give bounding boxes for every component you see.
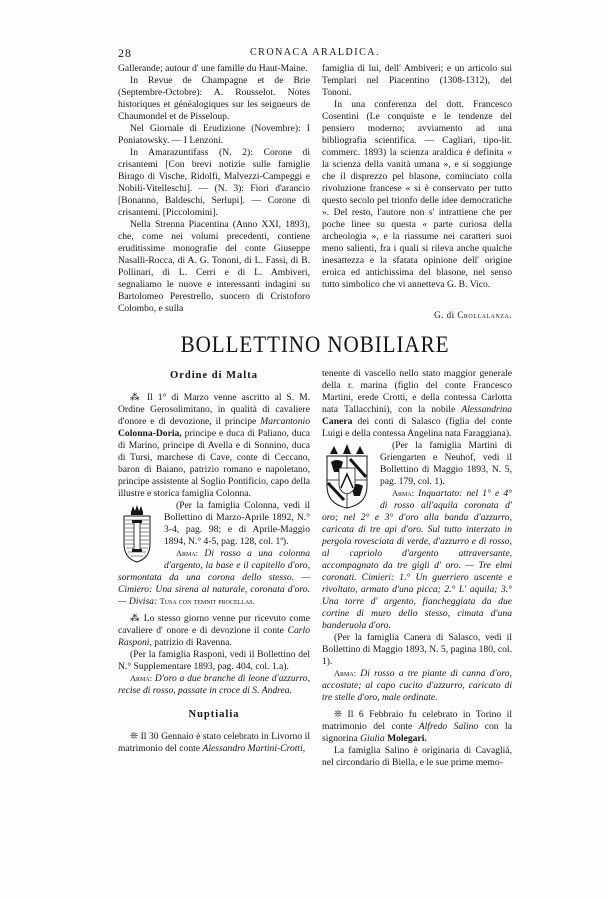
text-run: ❊ Il 6 Febbraio fu celebrato in Torino il matrimonio del conte: [322, 709, 512, 732]
paragraph: La famiglia Salino è originaria di Cavagliá, nel circondario di Biella, e le sue prime memo-: [322, 745, 512, 768]
paragraph: [322, 368, 512, 440]
person-name: Alessandrina: [461, 404, 512, 415]
arms-label: Arma:: [130, 674, 153, 683]
text-run: patrizio di Ravenna.: [154, 637, 232, 648]
arms-label: Arma:: [334, 669, 357, 678]
left-column-bottom: [118, 368, 310, 755]
person-name: Alessandro Martini-Crotti,: [202, 743, 306, 754]
paragraph: [118, 673, 310, 697]
paragraph: In una conferenza del dott. Francesco Cosentini (Le conquiste e le tendenze del pensiero moderno; avviamento ad una bibliografia scientifica. — Cagliari, tipo-lit. commerc. 1893) la scienza araldica è definita « la scienza della vanità umana », e si soggiunge che il disprezzo pel blasone, cominciato colla rivoluzione francese « si è conservato per tutto questo secolo pel trionfo delle idee democratiche ». Del resto, l'autore non s' intrattiene che per poche linee su questa « parte curiosa della archeologia », e la riassume nei caratteri suoi meno salienti, fra i quali si rileva anche qualche inesattezza e la sfatata opinione dell' origine eroica ed antichissima del blasone, nel senso tutto simbolico che vi annetteva G. B. Vico.: [322, 99, 512, 290]
subsection-heading: Nuptialia: [188, 709, 240, 720]
text-run: ❊ Il 30 Gennaio è stato celebrato in Livorno il matrimonio del conte: [118, 731, 310, 754]
motto: Tusa con temnit procellas.: [159, 597, 255, 606]
person-name: Marcantonio: [260, 416, 310, 427]
person-name: Colonna-Doria,: [118, 428, 182, 439]
paragraph: (Per la famiglia Rasponi, vedi il Bollettino del N.° Supplementare 1893, pag. 404, col. 1.a).: [118, 649, 310, 672]
person-name: Canera: [322, 416, 353, 427]
paragraph: [118, 613, 310, 649]
running-header: [118, 46, 512, 62]
arms-text: Inquartato: nel 1° e 4° di rosso all'aquila coronata d' oro; nel 2° e 3° d'oro alla banda d'azzurro, caricata di tre api d'oro. Sul tutto interzato in pergola rovesciata di verde, d'azzurro e di rosso, al capriolo d'argento attraversante, accompagnato da tre gigli d' oro. — Tre elmi coronati. Cimieri: 1.° Un guerriero uscente e rivoltato, armato d'una picca; 2.° L' aquila; 3.° Una torre d' argento, fiancheggiata da due cortine di muro dello stesso, cimata d'una banderuola d'oro.: [322, 488, 512, 631]
section-title: BOLLETTINO NOBILIARE: [180, 332, 450, 358]
paragraph: In Revue de Champagne et de Brie (Septembre-Octobre): A. Rousselot. Notes historiques et généalogiques sur les seigneurs de Chaumondel et de Pisseloup.: [118, 75, 310, 122]
paragraph: Nel Giornale di Erudizione (Novembre): I Poniatowsky. — I Lenzoni.: [118, 123, 310, 146]
text-run: principe e duca di Paliano, duca di Marino, principe di Avella e di Sonnino, duca di Tursi, marchese di Cave, conte di Ceccano, baron di Baiano, patrizio romano e napoletano, principe assistente al Soglio Pontificio, capo della illustre e storica famiglia Colonna.: [118, 428, 310, 499]
signature-surname: Crollalanza.: [457, 310, 512, 320]
text-run: ⁂ Lo stesso giorno venne pur ricevuto come cavaliere d' onore e di devozione il conte: [118, 613, 310, 636]
text-run: con la signorina: [322, 721, 512, 744]
martini-coat-of-arms-icon: [322, 442, 372, 510]
paragraph: [118, 392, 310, 500]
paragraph: (Per la famiglia Canera di Salasco, vedi il Bollettino di Maggio 1893, N. 5, pagina 180, col. 1).: [322, 632, 512, 667]
subsection-heading: Ordine di Malta: [170, 370, 258, 381]
person-name: Molegari.: [387, 733, 427, 744]
left-column-top: [118, 63, 310, 315]
paragraph: [118, 731, 310, 755]
right-column-bottom: [322, 368, 512, 769]
paragraph: [322, 668, 512, 704]
running-title: CRONACA ARALDICA.: [250, 47, 380, 58]
person-name: Giulia: [360, 733, 385, 744]
author-signature: [322, 309, 512, 321]
text-run: tenente di vascello nello stato maggior generale della r. marina (figlio del conte Francesco Martini, erede Crotti, e della contessa Carlotta nata Tallacchini), con la nobile: [322, 368, 512, 415]
paragraph: [322, 709, 512, 745]
signature-initial: G. di: [434, 310, 455, 320]
arms-text: Di rosso a tre piante di canna d'oro, accostate; al capo cucito d'azzurro, caricato di tre stelle d'oro, male ordinate.: [322, 668, 512, 703]
person-name: Carlo Rasponi,: [118, 625, 310, 648]
arms-label: Arma:: [392, 489, 415, 498]
paragraph: (Per la famiglia Martini di Griengarten e Neuhof, vedi il Bollettino di Maggio 1893, N. 5, pag. 179, col. 1).: [380, 440, 512, 487]
person-name: Alfredo Salino: [418, 721, 479, 732]
text-run: dei conti di Salasco (figlia del conte Luigi e della contessa Angelina nata Faraggiana).: [322, 416, 513, 439]
paragraph: famiglia di lui, dell' Ambiveri; e un articolo sui Templari nel Piacentino (1308-1312), del Tononi.: [322, 63, 512, 98]
page-number: 28: [118, 46, 132, 60]
paragraph: (Per la famiglia Colonna, vedi il Bollettino di Marzo-Aprile 1892, N.° 3-4, pag. 98; e di Aprile-Maggio 1894, N.° 4-5, pag. 128, col. 1ª).: [164, 500, 310, 547]
paragraph: In Amarazuntifass (N. 2): Corone di crisantemi [Con brevi notizie sulle famiglie Birago di Vische, Ridolfi, Malvezzi-Campeggi e Nobili-Vitelleschi]. — (N. 3): Fiori d'arancio [Bonanno, Baldeschi, Serlupi]. — Corone di crisantemi. [Piccolomini].: [118, 147, 310, 218]
arms-text: D'oro a due branche di leone d'azzurro, recise di rosso, passate in croce di S. Andrea.: [118, 673, 310, 696]
paragraph: Gallerande; autour d' une famille du Haut-Maine.: [118, 63, 308, 74]
right-column-top: [322, 63, 512, 321]
colonna-coat-of-arms-icon: [118, 502, 156, 564]
arms-label: Arma:: [176, 549, 199, 558]
arms-text: Di rosso a una colonna d'argento, la base e il capitello d'oro, sormontata da una corona dello stesso. — Cimiero: Una sirena al naturale, coronata d'oro. — Divisa:: [118, 548, 310, 607]
paragraph: Nella Strenna Piacentina (Anno XXI, 1893), che, come nei volumi precedenti, contiene eruditissime monografie del conte Giuseppe Nasalli-Rocca, di A. G. Tononi, di L. Fassi, di B. Pollinari, di L. Cerri e di L. Ambiveri, segnaliamo le nuove e interessanti indagini su Bartolomeo Perestrello, suocero di Cristoforo Colombo, e sulla: [118, 219, 310, 314]
text-run: ⁂ Il 1° di Marzo venne ascritto al S. M. Ordine Gerosolimitano, in qualità di cavaliere d'onore e di devozione, il principe: [118, 392, 310, 427]
